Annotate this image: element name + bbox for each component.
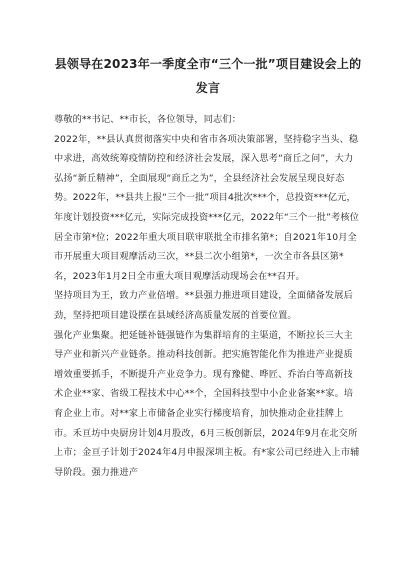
- document-title: [54, 0, 362, 100]
- document-body: [54, 110, 362, 482]
- paragraph-1: 2022年，**县认真贯彻落实中央和省市各项决策部署，坚持稳字当头、稳中求进，高效统筹疫情防控和经济社会发展，深入思考“商丘之问”，大力弘扬“新丘精神”，全面展现“商丘之为”，全县经济社会发展呈现良好态势。2022年，**县共上报“三个一批”项目4批次***个，总投资***亿元，年度计划投资***亿元，实际完成投资***亿元，2022年“三个一批”考核位居全市第*位；2022年重大项目联审联批全市排名第*；自2021年10月全市开展重大项目观摩活动三次，**县二次小组第*，一次全市各县区第*名，2023年1月2日全市重大项目观摩活动现场会在**召开。: [54, 133, 360, 282]
- paragraph-3: 强化产业集聚。把延链补链强链作为集群培育的主渠道，不断拉长三大主导产业和新兴产业链条。推动科技创新。把实施智能化作为推进产业提质增效重要抓手，不断提升产业竞争力。现有豫健、哗匠、乔治白等高新技术企业**家、省级工程技术中心**个，全国科技型中小企业备案**家。培育企业上市。对**家上市储备企业实行梯度培育，加快推动企业挂牌上市。禾亘坊中央厨房计划4月股改，6月三板创新层，2024年9月在北交所上市；金亘子计划于2024年4月申报深圳主板。有*家公司已经进入上市辅导阶段。强力推进产: [54, 329, 360, 478]
- title-line-2: 发言: [195, 81, 221, 95]
- title-line-1: 县领导在2023年一季度全市“三个一批”项目建设会上的: [54, 57, 362, 71]
- paragraph-2: 坚持项目为王，致力产业倍增。**县强力推进项目建设，全面储备发展后劲，坚持把项目建设摆在县域经济高质量发展的首要位置。: [54, 290, 353, 321]
- salutation: 尊敬的**书记、**市长，各位领导，同志们：: [54, 114, 242, 125]
